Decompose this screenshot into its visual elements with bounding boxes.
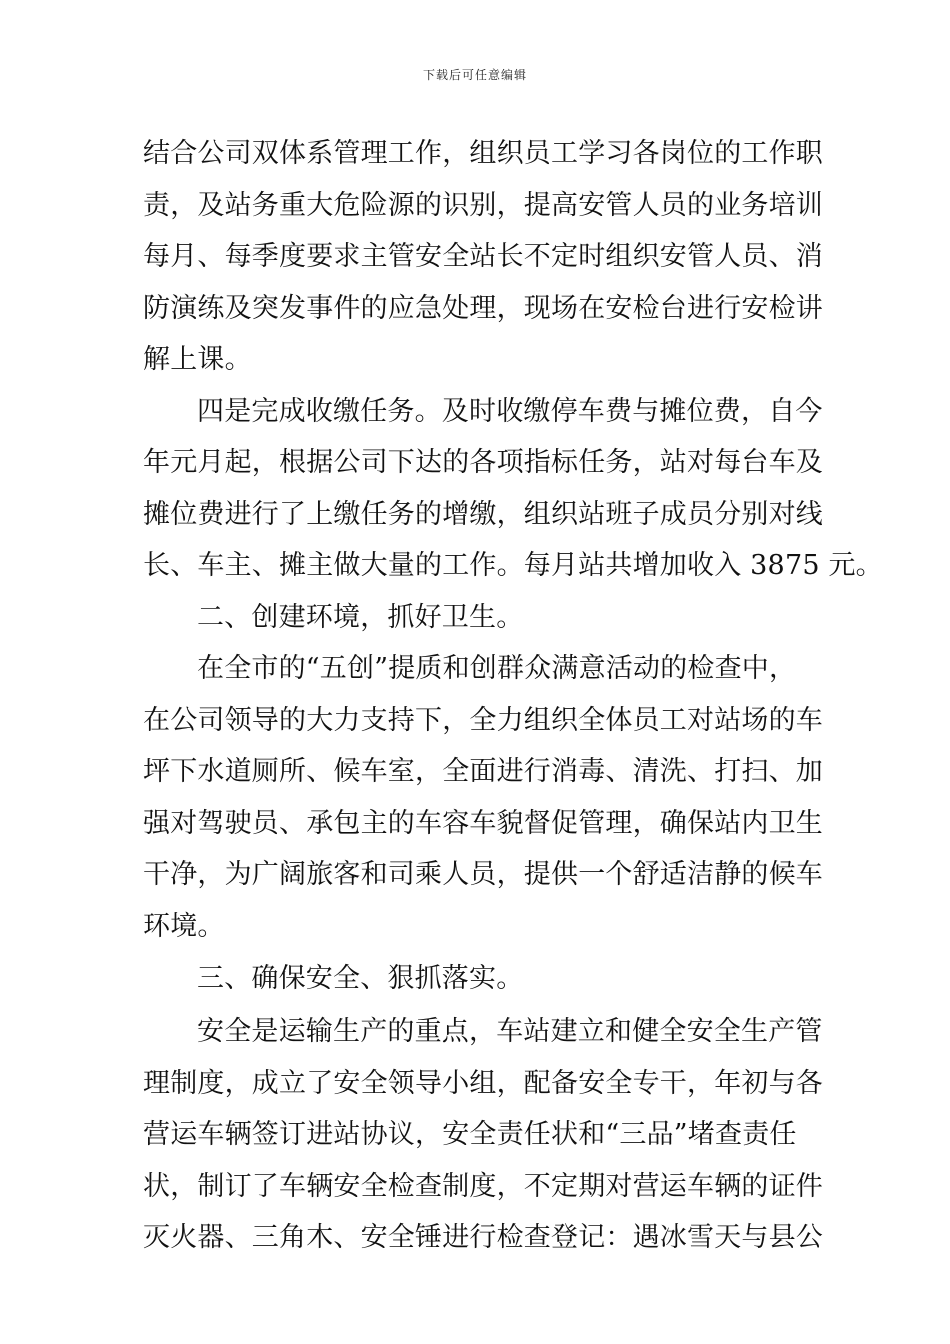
page-header: 下载后可任意编辑 — [422, 68, 527, 82]
text-line: 环境。 — [143, 910, 225, 942]
text-line: 摊位费进行了上缴任务的增缴，组织站班子成员分别对线 — [143, 498, 823, 530]
text-line: 理制度，成立了安全领导小组，配备安全专干，年初与各 — [143, 1067, 823, 1099]
text-line: 每月、每季度要求主管安全站长不定时组织安管人员、消 — [143, 241, 823, 272]
paragraph-start-line: 安全是运输生产的重点，车站建立和健全安全生产管 — [197, 1016, 823, 1047]
text-line: 解上课。 — [143, 344, 252, 375]
text-line: 营运车辆签订进站协议，安全责任状和“三品”堵查责任 — [143, 1119, 797, 1150]
text-line: 防演练及突发事件的应急处理，现场在安检台进行安检讲 — [143, 292, 823, 324]
text-line: 坪下水道厕所、候车室，全面进行消毒、清洗、打扫、加 — [143, 756, 823, 787]
document-body — [143, 128, 883, 1264]
text-line: 长、车主、摊主做大量的工作。每月站共增加收入 3875 元。 — [143, 550, 883, 581]
text-line: 状，制订了车辆安全检查制度，不定期对营运车辆的证件 — [143, 1170, 823, 1202]
section-heading: 二、创建环境，抓好卫生。 — [197, 601, 524, 633]
paragraph-start-line: 在全市的“五创”提质和创群众满意活动的检查中， — [197, 653, 797, 684]
section-heading: 三、确保安全、狠抓落实。 — [197, 963, 524, 994]
text-line: 在公司领导的大力支持下，全力组织全体员工对站场的车 — [143, 704, 823, 736]
text-line: 年元月起，根据公司下达的各项指标任务，站对每台车及 — [143, 447, 823, 478]
text-line: 灭火器、三角木、安全锤进行检查登记：遇冰雪天与县公 — [143, 1222, 823, 1253]
paragraph-start-line: 四是完成收缴任务。及时收缴停车费与摊位费，自今 — [197, 395, 823, 427]
text-line: 责，及站务重大危险源的识别，提高安管人员的业务培训 — [143, 189, 823, 221]
text-line: 干净，为广阔旅客和司乘人员，提供一个舒适洁静的候车 — [143, 859, 823, 890]
text-line: 强对驾驶员、承包主的车容车貌督促管理，确保站内卫生 — [143, 807, 823, 839]
text-line: 结合公司双体系管理工作，组织员工学习各岗位的工作职 — [143, 138, 823, 169]
